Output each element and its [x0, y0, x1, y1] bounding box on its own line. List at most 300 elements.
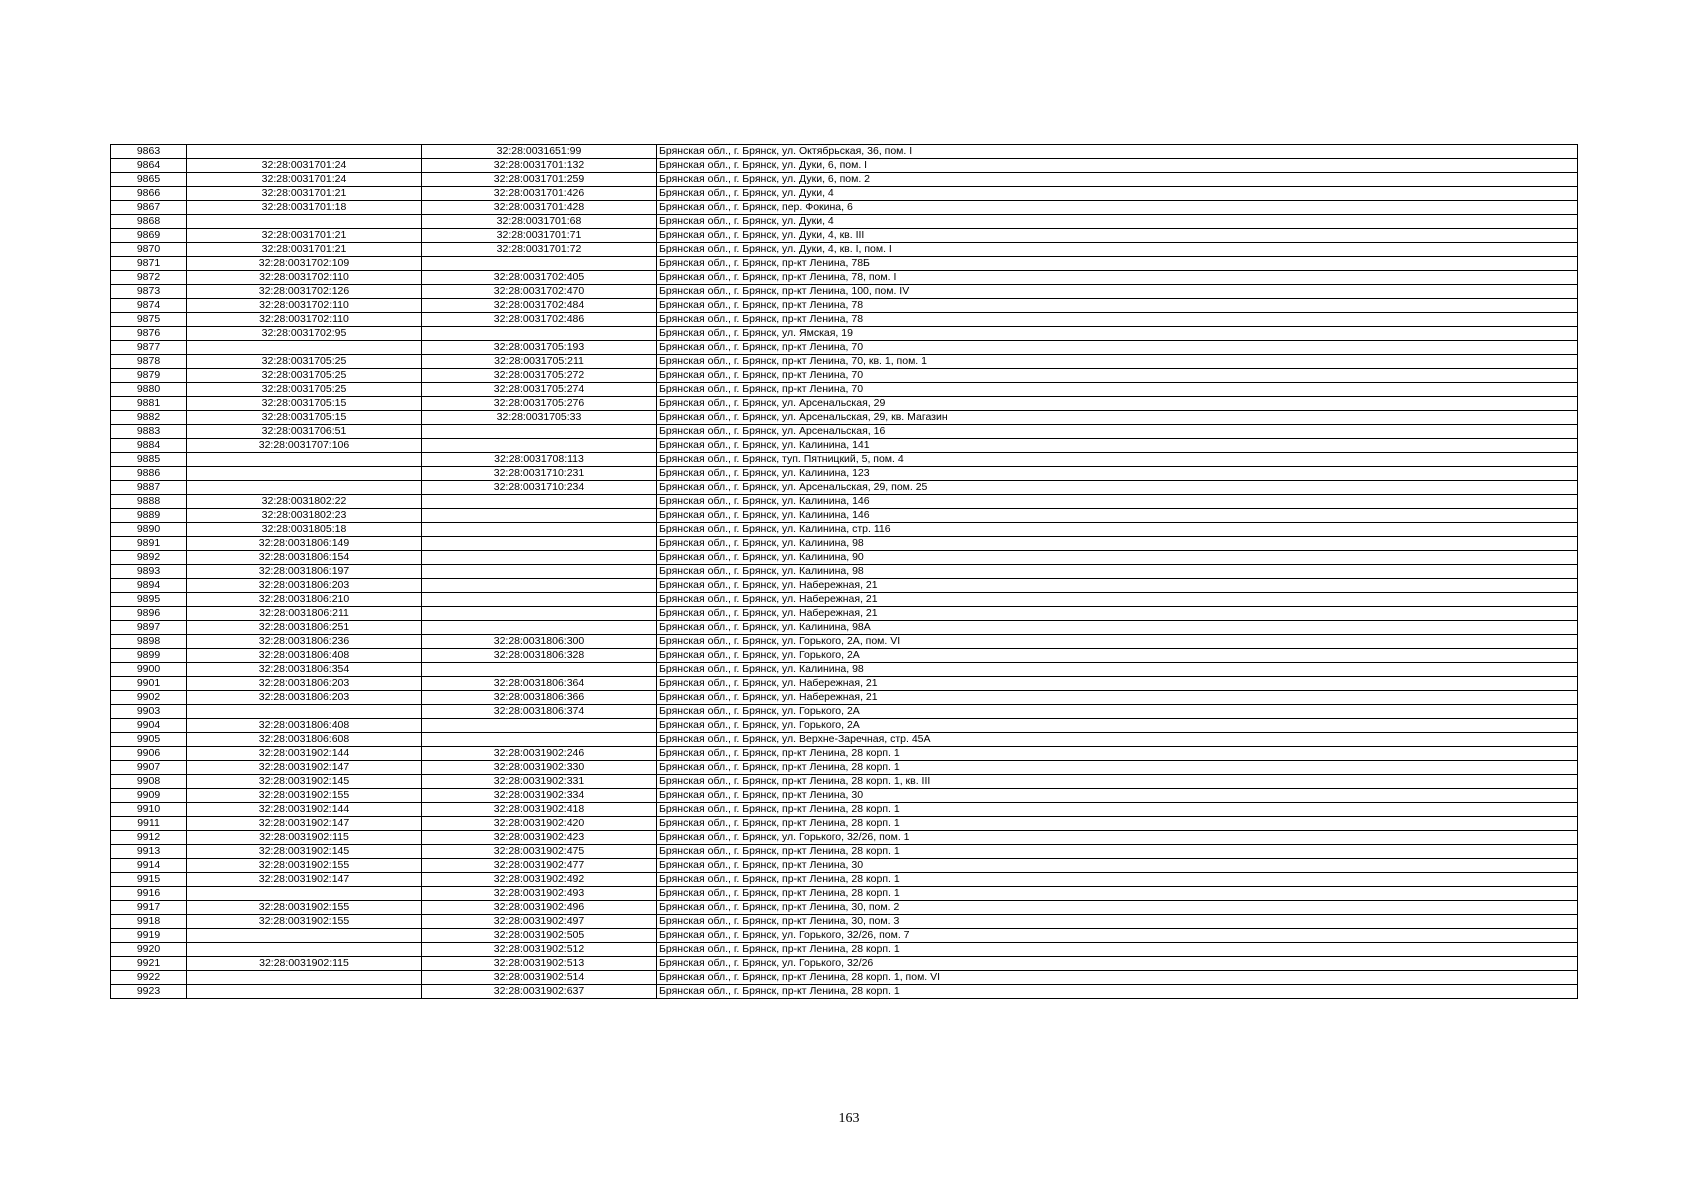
row-number-cell: 9879: [111, 369, 187, 383]
table-row: [111, 271, 1578, 285]
object-number-cell: 32:28:0031902:512: [422, 943, 657, 957]
parcel-number-cell: 32:28:0031806:203: [187, 691, 422, 705]
address-cell: Брянская обл., г. Брянск, ул. Арсенальская, 16: [657, 425, 1578, 439]
object-number-cell: 32:28:0031902:514: [422, 971, 657, 985]
row-number-cell: 9917: [111, 901, 187, 915]
parcel-number-cell: 32:28:0031705:25: [187, 355, 422, 369]
parcel-number-cell: [187, 467, 422, 481]
object-number-cell: [422, 425, 657, 439]
address-cell: Брянская обл., г. Брянск, ул. Дуки, 4, кв. III: [657, 229, 1578, 243]
table-row: [111, 649, 1578, 663]
table-row: [111, 663, 1578, 677]
table-row: [111, 397, 1578, 411]
address-cell: Брянская обл., г. Брянск, пр-кт Ленина, 78: [657, 299, 1578, 313]
parcel-number-cell: [187, 985, 422, 999]
row-number-cell: 9889: [111, 509, 187, 523]
address-cell: Брянская обл., г. Брянск, ул. Горького, 32/26, пом. 7: [657, 929, 1578, 943]
address-cell: Брянская обл., г. Брянск, ул. Калинина, 98: [657, 565, 1578, 579]
address-cell: Брянская обл., г. Брянск, ул. Набережная, 21: [657, 691, 1578, 705]
table-row: [111, 677, 1578, 691]
row-number-cell: 9880: [111, 383, 187, 397]
parcel-number-cell: 32:28:0031802:23: [187, 509, 422, 523]
table-row: [111, 845, 1578, 859]
row-number-cell: 9900: [111, 663, 187, 677]
object-number-cell: 32:28:0031708:113: [422, 453, 657, 467]
row-number-cell: 9918: [111, 915, 187, 929]
table-row: [111, 621, 1578, 635]
object-number-cell: 32:28:0031806:364: [422, 677, 657, 691]
row-number-cell: 9878: [111, 355, 187, 369]
address-cell: Брянская обл., г. Брянск, ул. Калинина, 98: [657, 537, 1578, 551]
table-row: [111, 495, 1578, 509]
object-number-cell: 32:28:0031902:331: [422, 775, 657, 789]
object-number-cell: 32:28:0031902:505: [422, 929, 657, 943]
address-cell: Брянская обл., г. Брянск, ул. Горького, 2А, пом. VI: [657, 635, 1578, 649]
object-number-cell: 32:28:0031806:328: [422, 649, 657, 663]
address-cell: Брянская обл., г. Брянск, пр-кт Ленина, 70: [657, 341, 1578, 355]
parcel-number-cell: 32:28:0031806:203: [187, 677, 422, 691]
table-row: [111, 859, 1578, 873]
object-number-cell: 32:28:0031702:405: [422, 271, 657, 285]
row-number-cell: 9904: [111, 719, 187, 733]
address-cell: Брянская обл., г. Брянск, ул. Дуки, 6, пом. I: [657, 159, 1578, 173]
address-cell: Брянская обл., г. Брянск, ул. Калинина, стр. 116: [657, 523, 1578, 537]
address-cell: Брянская обл., г. Брянск, пр-кт Ленина, 28 корп. 1: [657, 873, 1578, 887]
row-number-cell: 9921: [111, 957, 187, 971]
object-number-cell: [422, 537, 657, 551]
address-cell: Брянская обл., г. Брянск, ул. Арсенальская, 29, кв. Магазин: [657, 411, 1578, 425]
object-number-cell: 32:28:0031902:513: [422, 957, 657, 971]
parcel-number-cell: 32:28:0031806:236: [187, 635, 422, 649]
object-number-cell: 32:28:0031705:33: [422, 411, 657, 425]
table-row: [111, 593, 1578, 607]
row-number-cell: 9892: [111, 551, 187, 565]
object-number-cell: 32:28:0031806:300: [422, 635, 657, 649]
row-number-cell: 9886: [111, 467, 187, 481]
row-number-cell: 9882: [111, 411, 187, 425]
address-cell: Брянская обл., г. Брянск, ул. Арсенальская, 29, пом. 25: [657, 481, 1578, 495]
address-cell: Брянская обл., г. Брянск, ул. Калинина, 146: [657, 509, 1578, 523]
table-row: [111, 411, 1578, 425]
table-row: [111, 341, 1578, 355]
object-number-cell: 32:28:0031902:423: [422, 831, 657, 845]
registry-table-body: [111, 145, 1578, 999]
object-number-cell: 32:28:0031702:470: [422, 285, 657, 299]
row-number-cell: 9893: [111, 565, 187, 579]
object-number-cell: [422, 621, 657, 635]
address-cell: Брянская обл., г. Брянск, пр-кт Ленина, 70, кв. 1, пом. 1: [657, 355, 1578, 369]
address-cell: Брянская обл., г. Брянск, пр-кт Ленина, 30: [657, 859, 1578, 873]
address-cell: Брянская обл., г. Брянск, ул. Дуки, 4, кв. I, пом. I: [657, 243, 1578, 257]
object-number-cell: 32:28:0031701:71: [422, 229, 657, 243]
table-row: [111, 705, 1578, 719]
table-row: [111, 579, 1578, 593]
object-number-cell: 32:28:0031651:99: [422, 145, 657, 159]
table-row: [111, 901, 1578, 915]
row-number-cell: 9870: [111, 243, 187, 257]
table-row: [111, 467, 1578, 481]
row-number-cell: 9896: [111, 607, 187, 621]
parcel-number-cell: 32:28:0031702:110: [187, 313, 422, 327]
address-cell: Брянская обл., г. Брянск, пр-кт Ленина, 70: [657, 383, 1578, 397]
parcel-number-cell: 32:28:0031705:25: [187, 369, 422, 383]
row-number-cell: 9864: [111, 159, 187, 173]
table-row: [111, 187, 1578, 201]
parcel-number-cell: 32:28:0031701:21: [187, 229, 422, 243]
row-number-cell: 9868: [111, 215, 187, 229]
parcel-number-cell: 32:28:0031705:25: [187, 383, 422, 397]
object-number-cell: [422, 551, 657, 565]
address-cell: Брянская обл., г. Брянск, пр-кт Ленина, 28 корп. 1, кв. III: [657, 775, 1578, 789]
parcel-number-cell: [187, 943, 422, 957]
parcel-number-cell: 32:28:0031806:149: [187, 537, 422, 551]
object-number-cell: [422, 257, 657, 271]
table-row: [111, 915, 1578, 929]
table-row: [111, 929, 1578, 943]
parcel-number-cell: 32:28:0031806:210: [187, 593, 422, 607]
parcel-number-cell: 32:28:0031806:154: [187, 551, 422, 565]
object-number-cell: 32:28:0031902:420: [422, 817, 657, 831]
row-number-cell: 9877: [111, 341, 187, 355]
row-number-cell: 9901: [111, 677, 187, 691]
table-row: [111, 957, 1578, 971]
table-row: [111, 299, 1578, 313]
parcel-number-cell: 32:28:0031902:115: [187, 957, 422, 971]
object-number-cell: 32:28:0031701:259: [422, 173, 657, 187]
object-number-cell: 32:28:0031710:231: [422, 467, 657, 481]
table-row: [111, 173, 1578, 187]
address-cell: Брянская обл., г. Брянск, пр-кт Ленина, 30, пом. 2: [657, 901, 1578, 915]
parcel-number-cell: [187, 341, 422, 355]
table-row: [111, 775, 1578, 789]
parcel-number-cell: 32:28:0031902:145: [187, 775, 422, 789]
parcel-number-cell: 32:28:0031806:608: [187, 733, 422, 747]
address-cell: Брянская обл., г. Брянск, пр-кт Ленина, 28 корп. 1: [657, 943, 1578, 957]
object-number-cell: 32:28:0031705:276: [422, 397, 657, 411]
row-number-cell: 9915: [111, 873, 187, 887]
row-number-cell: 9914: [111, 859, 187, 873]
address-cell: Брянская обл., г. Брянск, ул. Октябрьская, 36, пом. I: [657, 145, 1578, 159]
row-number-cell: 9866: [111, 187, 187, 201]
table-row: [111, 383, 1578, 397]
object-number-cell: 32:28:0031902:334: [422, 789, 657, 803]
row-number-cell: 9906: [111, 747, 187, 761]
parcel-number-cell: 32:28:0031701:21: [187, 187, 422, 201]
table-row: [111, 985, 1578, 999]
row-number-cell: 9899: [111, 649, 187, 663]
table-row: [111, 551, 1578, 565]
address-cell: Брянская обл., г. Брянск, пр-кт Ленина, 28 корп. 1: [657, 747, 1578, 761]
address-cell: Брянская обл., г. Брянск, ул. Калинина, 90: [657, 551, 1578, 565]
table-row: [111, 887, 1578, 901]
address-cell: Брянская обл., г. Брянск, ул. Набережная, 21: [657, 677, 1578, 691]
parcel-number-cell: 32:28:0031902:144: [187, 803, 422, 817]
address-cell: Брянская обл., г. Брянск, ул. Верхне-Заречная, стр. 45А: [657, 733, 1578, 747]
row-number-cell: 9867: [111, 201, 187, 215]
object-number-cell: 32:28:0031705:193: [422, 341, 657, 355]
address-cell: Брянская обл., г. Брянск, ул. Набережная, 21: [657, 607, 1578, 621]
object-number-cell: [422, 565, 657, 579]
table-row: [111, 453, 1578, 467]
table-row: [111, 439, 1578, 453]
object-number-cell: [422, 439, 657, 453]
parcel-number-cell: 32:28:0031902:145: [187, 845, 422, 859]
parcel-number-cell: 32:28:0031902:155: [187, 915, 422, 929]
row-number-cell: 9907: [111, 761, 187, 775]
parcel-number-cell: 32:28:0031806:211: [187, 607, 422, 621]
parcel-number-cell: 32:28:0031806:354: [187, 663, 422, 677]
parcel-number-cell: 32:28:0031705:15: [187, 411, 422, 425]
parcel-number-cell: [187, 887, 422, 901]
object-number-cell: 32:28:0031902:492: [422, 873, 657, 887]
object-number-cell: [422, 733, 657, 747]
parcel-number-cell: 32:28:0031806:251: [187, 621, 422, 635]
address-cell: Брянская обл., г. Брянск, ул. Горького, 32/26, пом. 1: [657, 831, 1578, 845]
address-cell: Брянская обл., г. Брянск, ул. Ямская, 19: [657, 327, 1578, 341]
table-row: [111, 803, 1578, 817]
object-number-cell: 32:28:0031902:330: [422, 761, 657, 775]
parcel-number-cell: 32:28:0031806:197: [187, 565, 422, 579]
address-cell: Брянская обл., г. Брянск, ул. Набережная, 21: [657, 593, 1578, 607]
parcel-number-cell: 32:28:0031902:147: [187, 761, 422, 775]
row-number-cell: 9912: [111, 831, 187, 845]
object-number-cell: 32:28:0031705:211: [422, 355, 657, 369]
table-row: [111, 607, 1578, 621]
object-number-cell: 32:28:0031701:132: [422, 159, 657, 173]
address-cell: Брянская обл., г. Брянск, ул. Дуки, 4: [657, 215, 1578, 229]
row-number-cell: 9883: [111, 425, 187, 439]
parcel-number-cell: 32:28:0031706:51: [187, 425, 422, 439]
object-number-cell: 32:28:0031902:475: [422, 845, 657, 859]
parcel-number-cell: 32:28:0031806:408: [187, 649, 422, 663]
row-number-cell: 9923: [111, 985, 187, 999]
address-cell: Брянская обл., г. Брянск, пр-кт Ленина, 28 корп. 1: [657, 803, 1578, 817]
row-number-cell: 9888: [111, 495, 187, 509]
parcel-number-cell: 32:28:0031702:109: [187, 257, 422, 271]
table-row: [111, 565, 1578, 579]
table-row: [111, 635, 1578, 649]
parcel-number-cell: 32:28:0031902:115: [187, 831, 422, 845]
parcel-number-cell: 32:28:0031701:24: [187, 173, 422, 187]
address-cell: Брянская обл., г. Брянск, пр-кт Ленина, 70: [657, 369, 1578, 383]
address-cell: Брянская обл., г. Брянск, пр-кт Ленина, 28 корп. 1, пом. VI: [657, 971, 1578, 985]
object-number-cell: 32:28:0031701:426: [422, 187, 657, 201]
table-row: [111, 943, 1578, 957]
parcel-number-cell: [187, 971, 422, 985]
address-cell: Брянская обл., г. Брянск, ул. Горького, 2А: [657, 705, 1578, 719]
object-number-cell: 32:28:0031806:366: [422, 691, 657, 705]
table-row: [111, 285, 1578, 299]
parcel-number-cell: [187, 453, 422, 467]
registry-table: [110, 144, 1578, 999]
object-number-cell: 32:28:0031710:234: [422, 481, 657, 495]
table-row: [111, 327, 1578, 341]
parcel-number-cell: 32:28:0031705:15: [187, 397, 422, 411]
row-number-cell: 9873: [111, 285, 187, 299]
address-cell: Брянская обл., г. Брянск, ул. Горького, 2А: [657, 649, 1578, 663]
row-number-cell: 9895: [111, 593, 187, 607]
object-number-cell: 32:28:0031701:428: [422, 201, 657, 215]
row-number-cell: 9869: [111, 229, 187, 243]
address-cell: Брянская обл., г. Брянск, пр-кт Ленина, 30: [657, 789, 1578, 803]
table-row: [111, 789, 1578, 803]
page-number: 163: [838, 1111, 860, 1126]
row-number-cell: 9916: [111, 887, 187, 901]
address-cell: Брянская обл., г. Брянск, пр-кт Ленина, 78: [657, 313, 1578, 327]
table-row: [111, 313, 1578, 327]
table-row: [111, 719, 1578, 733]
object-number-cell: 32:28:0031902:493: [422, 887, 657, 901]
parcel-number-cell: 32:28:0031702:126: [187, 285, 422, 299]
address-cell: Брянская обл., г. Брянск, ул. Калинина, 146: [657, 495, 1578, 509]
parcel-number-cell: 32:28:0031702:110: [187, 271, 422, 285]
parcel-number-cell: 32:28:0031701:24: [187, 159, 422, 173]
object-number-cell: 32:28:0031702:484: [422, 299, 657, 313]
table-row: [111, 355, 1578, 369]
table-row: [111, 201, 1578, 215]
table-row: [111, 229, 1578, 243]
address-cell: Брянская обл., г. Брянск, ул. Горького, 32/26: [657, 957, 1578, 971]
address-cell: Брянская обл., г. Брянск, пр-кт Ленина, 28 корп. 1: [657, 985, 1578, 999]
parcel-number-cell: [187, 215, 422, 229]
parcel-number-cell: [187, 705, 422, 719]
row-number-cell: 9903: [111, 705, 187, 719]
row-number-cell: 9875: [111, 313, 187, 327]
table-row: [111, 733, 1578, 747]
address-cell: Брянская обл., г. Брянск, ул. Дуки, 4: [657, 187, 1578, 201]
address-cell: Брянская обл., г. Брянск, ул. Калинина, 98А: [657, 621, 1578, 635]
row-number-cell: 9902: [111, 691, 187, 705]
object-number-cell: 32:28:0031902:477: [422, 859, 657, 873]
table-row: [111, 369, 1578, 383]
row-number-cell: 9891: [111, 537, 187, 551]
row-number-cell: 9884: [111, 439, 187, 453]
address-cell: Брянская обл., г. Брянск, ул. Дуки, 6, пом. 2: [657, 173, 1578, 187]
table-row: [111, 873, 1578, 887]
address-cell: Брянская обл., г. Брянск, пр-кт Ленина, 28 корп. 1: [657, 887, 1578, 901]
address-cell: Брянская обл., г. Брянск, ул. Калинина, 123: [657, 467, 1578, 481]
parcel-number-cell: 32:28:0031902:147: [187, 817, 422, 831]
object-number-cell: [422, 579, 657, 593]
address-cell: Брянская обл., г. Брянск, пр-кт Ленина, 28 корп. 1: [657, 845, 1578, 859]
row-number-cell: 9865: [111, 173, 187, 187]
row-number-cell: 9881: [111, 397, 187, 411]
row-number-cell: 9887: [111, 481, 187, 495]
row-number-cell: 9885: [111, 453, 187, 467]
parcel-number-cell: [187, 145, 422, 159]
row-number-cell: 9905: [111, 733, 187, 747]
parcel-number-cell: 32:28:0031802:22: [187, 495, 422, 509]
row-number-cell: 9876: [111, 327, 187, 341]
parcel-number-cell: 32:28:0031902:155: [187, 789, 422, 803]
object-number-cell: 32:28:0031705:274: [422, 383, 657, 397]
table-row: [111, 747, 1578, 761]
row-number-cell: 9890: [111, 523, 187, 537]
object-number-cell: 32:28:0031902:246: [422, 747, 657, 761]
row-number-cell: 9910: [111, 803, 187, 817]
row-number-cell: 9919: [111, 929, 187, 943]
table-row: [111, 481, 1578, 495]
row-number-cell: 9863: [111, 145, 187, 159]
address-cell: Брянская обл., г. Брянск, туп. Пятницкий, 5, пом. 4: [657, 453, 1578, 467]
parcel-number-cell: 32:28:0031707:106: [187, 439, 422, 453]
parcel-number-cell: 32:28:0031701:18: [187, 201, 422, 215]
parcel-number-cell: 32:28:0031902:155: [187, 859, 422, 873]
parcel-number-cell: 32:28:0031902:147: [187, 873, 422, 887]
address-cell: Брянская обл., г. Брянск, ул. Горького, 2А: [657, 719, 1578, 733]
object-number-cell: [422, 523, 657, 537]
table-row: [111, 215, 1578, 229]
address-cell: Брянская обл., г. Брянск, пр-кт Ленина, 28 корп. 1: [657, 761, 1578, 775]
address-cell: Брянская обл., г. Брянск, пр-кт Ленина, 78Б: [657, 257, 1578, 271]
object-number-cell: [422, 495, 657, 509]
object-number-cell: [422, 593, 657, 607]
table-row: [111, 831, 1578, 845]
object-number-cell: 32:28:0031902:496: [422, 901, 657, 915]
table-row: [111, 523, 1578, 537]
parcel-number-cell: [187, 929, 422, 943]
address-cell: Брянская обл., г. Брянск, пр-кт Ленина, 30, пом. 3: [657, 915, 1578, 929]
table-row: [111, 257, 1578, 271]
address-cell: Брянская обл., г. Брянск, ул. Набережная, 21: [657, 579, 1578, 593]
row-number-cell: 9908: [111, 775, 187, 789]
object-number-cell: [422, 719, 657, 733]
parcel-number-cell: 32:28:0031806:408: [187, 719, 422, 733]
object-number-cell: 32:28:0031701:68: [422, 215, 657, 229]
address-cell: Брянская обл., г. Брянск, ул. Арсенальская, 29: [657, 397, 1578, 411]
table-row: [111, 425, 1578, 439]
row-number-cell: 9894: [111, 579, 187, 593]
table-row: [111, 243, 1578, 257]
row-number-cell: 9874: [111, 299, 187, 313]
object-number-cell: [422, 663, 657, 677]
address-cell: Брянская обл., г. Брянск, пр-кт Ленина, 100, пом. IV: [657, 285, 1578, 299]
object-number-cell: [422, 509, 657, 523]
table-row: [111, 971, 1578, 985]
table-row: [111, 145, 1578, 159]
parcel-number-cell: [187, 481, 422, 495]
object-number-cell: 32:28:0031902:418: [422, 803, 657, 817]
row-number-cell: 9871: [111, 257, 187, 271]
object-number-cell: 32:28:0031902:497: [422, 915, 657, 929]
parcel-number-cell: 32:28:0031902:155: [187, 901, 422, 915]
object-number-cell: [422, 327, 657, 341]
parcel-number-cell: 32:28:0031702:95: [187, 327, 422, 341]
row-number-cell: 9909: [111, 789, 187, 803]
table-row: [111, 159, 1578, 173]
parcel-number-cell: 32:28:0031702:110: [187, 299, 422, 313]
parcel-number-cell: 32:28:0031805:18: [187, 523, 422, 537]
row-number-cell: 9922: [111, 971, 187, 985]
table-row: [111, 761, 1578, 775]
parcel-number-cell: 32:28:0031806:203: [187, 579, 422, 593]
object-number-cell: 32:28:0031701:72: [422, 243, 657, 257]
row-number-cell: 9872: [111, 271, 187, 285]
object-number-cell: 32:28:0031806:374: [422, 705, 657, 719]
table-row: [111, 509, 1578, 523]
row-number-cell: 9898: [111, 635, 187, 649]
address-cell: Брянская обл., г. Брянск, пр-кт Ленина, 78, пом. I: [657, 271, 1578, 285]
address-cell: Брянская обл., г. Брянск, пр-кт Ленина, 28 корп. 1: [657, 817, 1578, 831]
address-cell: Брянская обл., г. Брянск, пер. Фокина, 6: [657, 201, 1578, 215]
address-cell: Брянская обл., г. Брянск, ул. Калинина, 98: [657, 663, 1578, 677]
address-cell: Брянская обл., г. Брянск, ул. Калинина, 141: [657, 439, 1578, 453]
object-number-cell: [422, 607, 657, 621]
parcel-number-cell: 32:28:0031902:144: [187, 747, 422, 761]
object-number-cell: 32:28:0031902:637: [422, 985, 657, 999]
parcel-number-cell: 32:28:0031701:21: [187, 243, 422, 257]
table-row: [111, 537, 1578, 551]
